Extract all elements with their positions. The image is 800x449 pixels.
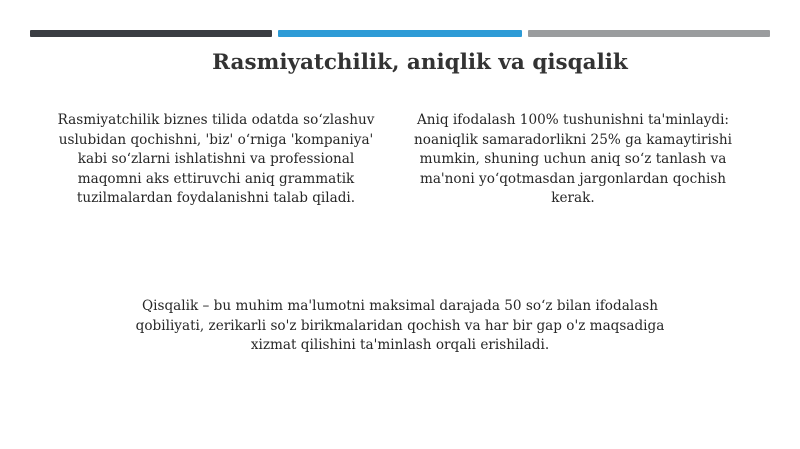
paragraph-clarity: Aniq ifodalash 100% tushunishni ta'minlaydi: noaniqlik samaradorlikni 25% ga kamaytirishi mumkin, shuning uchun aniq so‘z tanlash va ma'noni yo‘qotmasdan jargonlardan qochish kerak.	[414, 112, 732, 207]
header-bar-gray	[528, 30, 770, 37]
slide-title: Rasmiyatchilik, aniqlik va qisqalik	[212, 50, 628, 75]
header-bar-dark	[30, 30, 272, 37]
paragraph-formality: Rasmiyatchilik biznes tilida odatda so‘zlashuv uslubidan qochishni, 'biz' o‘rniga 'kompaniya' kabi so‘zlarni ishlatishni va professional maqomni aks ettiruvchi aniq grammatik tuzilmalardan foydalanishni talab qiladi.	[57, 112, 375, 207]
paragraph-conciseness: Qisqalik – bu muhim ma'lumotni maksimal darajada 50 so‘z bilan ifodalash qobiliyati, zerikarli so'z birikmalaridan qochish va har bir gap o'z maqsadiga xizmat qilishini ta'minlash orqali erishiladi.	[135, 298, 665, 354]
header-bar-blue	[278, 30, 522, 37]
